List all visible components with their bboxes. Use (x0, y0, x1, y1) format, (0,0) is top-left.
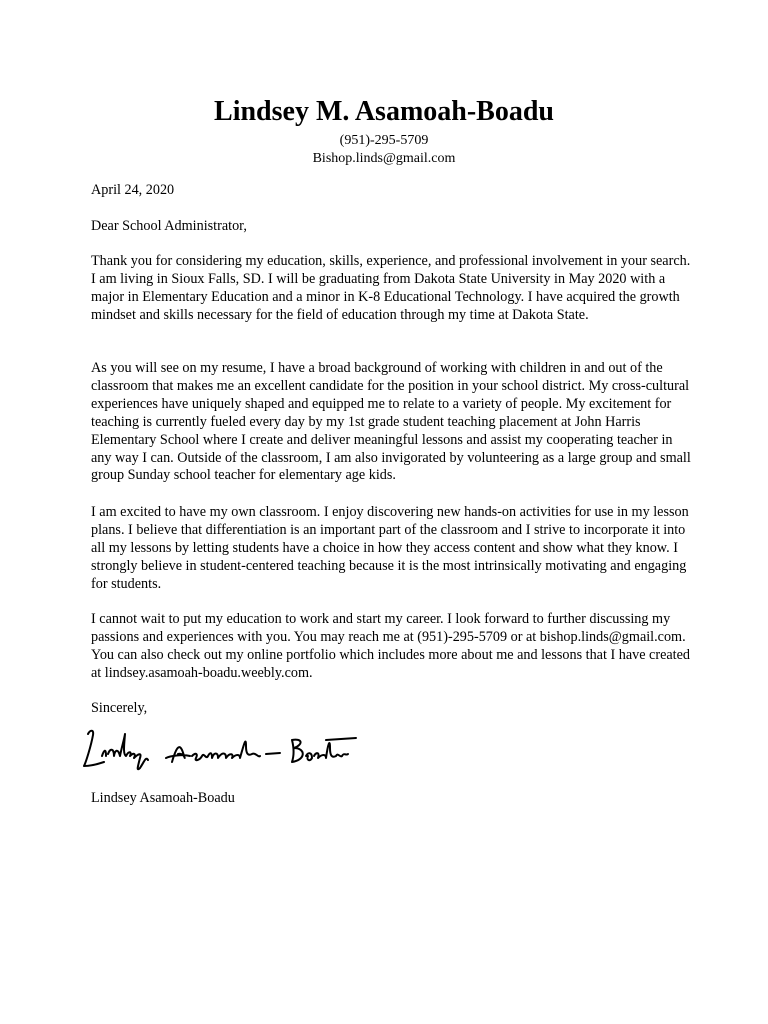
sender-phone: (951)-295-5709 (339, 133, 429, 148)
salutation: Dear School Administrator, (91, 218, 247, 234)
sender-name: Lindsey M. Asamoah-Boadu (214, 96, 554, 127)
sender-email: Bishop.linds@gmail.com (312, 151, 456, 166)
signed-name: Lindsey Asamoah-Boadu (91, 790, 235, 806)
handwritten-signature (80, 726, 380, 776)
letter-date: April 24, 2020 (91, 182, 175, 198)
paragraph-2: As you will see on my resume, I have a broad background of working with children in and out of the classroom that makes me an excellent candidate for the position in your school district. My cross-cultural experiences have uniquely shaped and equipped me to relate to a variety of people. My excitement for teaching is currently fueled every day by my 1st grade student teaching placement at John Harris Elementary School where I create and deliver meaningful lessons and assist my cooperating teacher in any way I can. Outside of the classroom, I am also invigorated by volunteering as a large group and small group Sunday school teacher for elementary age kids. (91, 360, 691, 484)
paragraph-3: I am excited to have my own classroom. I enjoy discovering new hands-on activities for use in my lesson plans. I believe that differentiation is an important part of the classroom and I strive to incorporate it into all my lessons by letting students have a choice in how they access content and show what they know. I strongly believe in student-centered teaching because it is the most intrinsically motivating and engaging for students. (91, 504, 689, 592)
closing: Sincerely, (91, 700, 148, 716)
paragraph-4: I cannot wait to put my education to work and start my career. I look forward to further discussing my passions and experiences with you. You may reach me at (951)-295-5709 or at bishop.linds@gmail.com. You can also check out my online portfolio which includes more about me and lessons that I have created at lindsey.asamoah-boadu.weebly.com. (91, 611, 691, 681)
letterhead (0, 92, 768, 168)
paragraph-1: Thank you for considering my education, skills, experience, and professional involvement in your search. I am living in Sioux Falls, SD. I will be graduating from Dakota State University in May 2020 with a major in Elementary Education and a minor in K-8 Educational Technology. I have acquired the growth mindset and skills necessary for the field of education through my time at Dakota State. (91, 253, 691, 323)
